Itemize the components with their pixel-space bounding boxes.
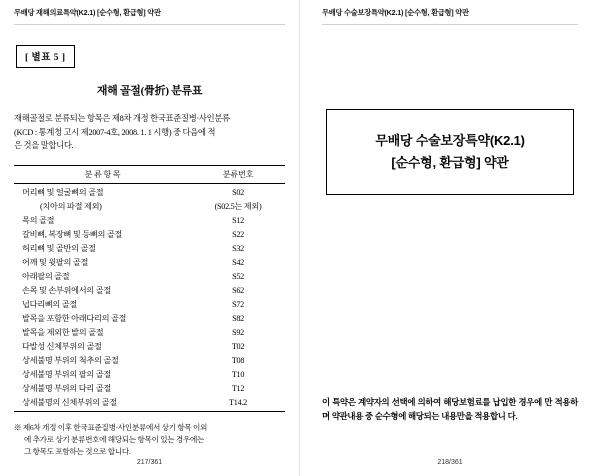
row-category: 상세불명의 신체부위의 골절 [14, 396, 191, 412]
policy-title-line-2: [순수형, 환급형] 약관 [391, 155, 509, 171]
table-row [14, 382, 285, 396]
row-code: T08 [231, 356, 245, 366]
row-category: 상세불명 부위의 척추의 골절 [22, 356, 119, 366]
table-header-row [14, 166, 285, 184]
page-number-left: 217/361 [136, 459, 163, 466]
fracture-classification-table [14, 165, 285, 412]
row-code: S22 [232, 230, 244, 240]
table-row [14, 242, 285, 256]
row-code: (S02.5는 제외) [214, 202, 262, 212]
header-divider-left [14, 24, 285, 25]
row-code: S42 [232, 258, 244, 268]
page-right [300, 0, 600, 476]
table-row [14, 228, 285, 242]
policy-title-line-1: 무배당 수술보장특약(K2.1) [375, 133, 525, 148]
footnote-line-2: 에 추가로 상기 분류번호에 해당되는 항목이 있는 경우에는 [24, 435, 205, 445]
policy-title-box [326, 109, 574, 195]
table-row [14, 214, 285, 228]
table-row [14, 298, 285, 312]
row-code: S12 [232, 216, 244, 226]
table-row [14, 312, 285, 326]
row-code: T14.2 [191, 396, 285, 412]
row-category: 아래팔의 골절 [22, 272, 70, 282]
row-category: 목의 골절 [22, 216, 55, 226]
policy-note-line-1: 이 특약은 계약자의 선택에 의하여 해당보험료를 납입한 경우에 [322, 396, 542, 407]
policy-note-line-2: 만 적용하며 약관내용 중 순수형에 해당되는 내용만을 적용합니 [322, 396, 578, 422]
table-head [14, 166, 285, 184]
row-category: (치아의 파절 제외) [40, 202, 102, 212]
row-category: 어깨 및 윗팔의 골절 [22, 258, 89, 268]
row-category: 갈비뼈, 복장뼈 및 등뼈의 골절 [22, 230, 123, 240]
appendix-tag: [ 별표 5 ] [16, 45, 75, 68]
column-header-category: 분 류 항 목 [14, 166, 191, 184]
row-category: 머리뼈 및 얼굴뼈의 골절 [22, 188, 104, 198]
row-code: S52 [232, 272, 244, 282]
running-header-left: 무배당 재해의료특약(K2.1) [순수형, 환급형] 약관 [14, 8, 161, 17]
row-code: S32 [232, 244, 244, 254]
table-row [14, 270, 285, 284]
row-code: S62 [232, 286, 244, 296]
table-row [14, 326, 285, 340]
table-row [14, 200, 285, 214]
table-body [14, 184, 285, 412]
row-code: S92 [232, 328, 244, 338]
row-category: 허리뼈 및 골반의 골절 [22, 244, 96, 254]
table-row [14, 396, 285, 412]
page-number-right: 218/361 [437, 459, 463, 466]
table-row [14, 368, 285, 382]
intro-line-3: 은 것을 말합니다. [14, 141, 74, 151]
table-row [14, 184, 285, 200]
row-category: 상세불명 부위의 팔의 골절 [22, 370, 111, 380]
row-category: 다발성 신체부위의 골절 [22, 342, 102, 352]
footnote-line-1: ※ 제6차 개정 이후 한국표준질병·사인분류에서 상기 항목 이외 [14, 423, 208, 433]
column-header-code: 분류번호 [191, 166, 285, 184]
row-code: S82 [232, 314, 244, 324]
row-category: 발목을 포함한 아래다리의 골절 [22, 314, 127, 324]
table-row [14, 340, 285, 354]
table-row [14, 284, 285, 298]
intro-paragraph [14, 112, 285, 153]
row-category: 상세불명 부위의 다리 골절 [22, 384, 111, 394]
row-category: 손목 및 손부위에서의 골절 [22, 286, 111, 296]
footnote-line-3: 그 항목도 포함하는 것으로 합니다. [24, 447, 131, 457]
row-category: 넙다리뼈의 골절 [22, 300, 78, 310]
row-code: S02 [232, 188, 244, 198]
row-code: T02 [231, 342, 245, 352]
running-header-right: 무배당 수술보장특약(K2.1) [순수형, 환급형] 약관 [322, 8, 469, 17]
footnote [14, 422, 285, 458]
policy-note [322, 395, 578, 424]
table-row [14, 256, 285, 270]
table-row [14, 354, 285, 368]
page-title-left: 재해 골절(骨折) 분류표 [96, 85, 203, 97]
header-divider-right [322, 24, 578, 25]
intro-line-2: (KCD : 통계청 고시 제2007-4호, 2008. 1. 1 시행) 중 다음에 적 [14, 127, 216, 137]
row-code: T10 [231, 370, 245, 380]
intro-line-1: 재해골절로 분류되는 항목은 제8차 개정 한국표준질병·사인분류 [14, 114, 230, 123]
row-category: 발목을 제외한 발의 골절 [22, 328, 104, 338]
row-code: S72 [232, 300, 244, 310]
row-code: T12 [231, 384, 245, 394]
policy-note-line-3: 다. [507, 411, 518, 422]
